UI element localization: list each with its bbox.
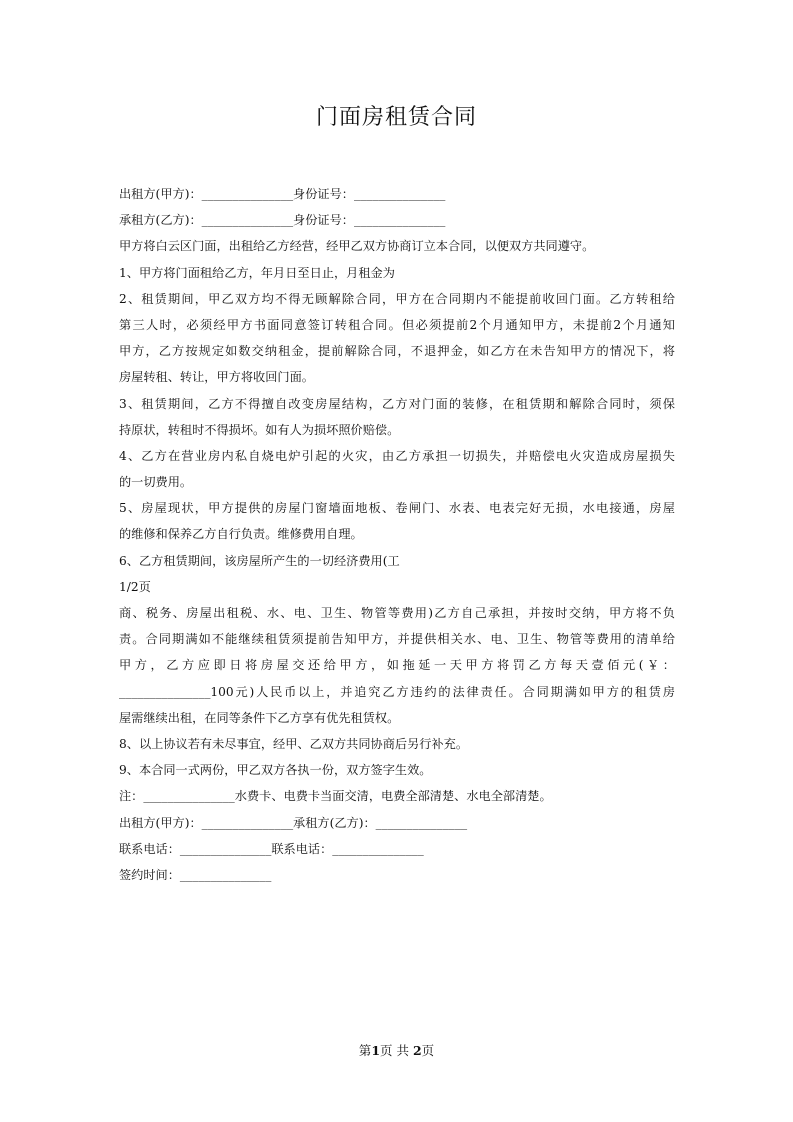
landlord-id-line: 出租方(甲方)：_______________身份证号：_______________ <box>119 187 446 201</box>
note-line: 注：_______________水费卡、电费卡当面交清，电费全部清楚、水电全部清楚。 <box>119 789 552 804</box>
preamble-line: 甲方将白云区门面，出租给乙方经营，经甲乙双方协商订立本合同，以便双方共同遵守。 <box>119 239 595 254</box>
document-title: 门面房租赁合同 <box>315 105 477 130</box>
clause-8-line: 8、以上协议若有未尽事宜，经甲、乙双方共同协商后另行补充。 <box>119 736 469 751</box>
clause-6-line: 6、乙方租赁期间，该房屋所产生的一切经济费用(工 <box>119 553 400 568</box>
footer-prefix: 第 <box>358 1043 372 1058</box>
clause-6-line: 责。合同期满如不能继续租赁须提前告知甲方，并提供相关水、电、卫生、物管等费用的清单给 <box>119 632 675 647</box>
clause-6-line: 屋需继续出租，在同等条件下乙方享有优先租赁权。 <box>119 710 400 725</box>
clause-4-line: 4、乙方在营业房内私自烧电炉引起的火灾，由乙方承担一切损失，并赔偿电火灾造成房屋损失 <box>119 448 675 463</box>
inline-page-marker: 1/2页 <box>119 579 151 594</box>
clause-1-line: 1、甲方将门面租给乙方，年月日至日止，月租金为 <box>119 265 395 280</box>
footer-suffix: 页 <box>421 1043 435 1058</box>
clause-6-line: 商、税务、房屋出租税、水、电、卫生、物管等费用)乙方自己承担，并按时交纳，甲方将不负 <box>119 606 675 620</box>
footer-total-pages: 2 <box>412 1043 422 1058</box>
phone-line: 联系电话：_______________联系电话：_______________ <box>119 841 424 856</box>
page-footer <box>0 1041 793 1059</box>
clause-3-line: 持原状，转租时不得损坏。如有人为损坏照价赔偿。 <box>119 422 400 437</box>
clause-6-line: 甲方，乙方应即日将房屋交还给甲方，如拖延一天甲方将罚乙方每天壹佰元(￥： <box>119 658 675 673</box>
clause-2-line: 2、租赁期间，甲乙双方均不得无顾解除合同，甲方在合同期内不能提前收回门面。乙方转租给 <box>119 291 675 306</box>
clause-5-line: 的维修和保养乙方自行负责。维修费用自理。 <box>119 527 363 542</box>
contract-body <box>119 181 675 888</box>
footer-mid: 页 共 <box>380 1043 413 1058</box>
signature-line: 出租方(甲方)：_______________承租方(乙方)：_______________ <box>119 815 468 830</box>
clause-9-line: 9、本合同一式两份，甲乙双方各执一份，双方签字生效。 <box>119 763 432 778</box>
clause-5-line: 5、房屋现状，甲方提供的房屋门窗墙面地板、卷闸门、水表、电表完好无损，水电接通，房屋 <box>119 501 675 516</box>
clause-3-line: 3、租赁期间，乙方不得擅自改变房屋结构，乙方对门面的装修，在租赁期和解除合同时，须保 <box>119 396 675 411</box>
clause-2-line: 房屋转租、转让，甲方将收回门面。 <box>119 370 314 385</box>
footer-current-page: 1 <box>371 1043 381 1058</box>
tenant-id-line: 承租方(乙方)：_______________身份证号：_______________ <box>119 213 446 228</box>
sign-date-line: 签约时间：_______________ <box>119 867 272 882</box>
clause-2-line: 第三人时，必须经甲方书面同意签订转租合同。但必须提前2个月通知甲方，未提前2个月通知 <box>119 317 675 332</box>
clause-6-line: _______________100元)人民币以上，并追究乙方违约的法律责任。合同期满如甲方的租赁房 <box>119 684 675 699</box>
clause-4-line: 的一切费用。 <box>119 475 193 490</box>
clause-2-line: 甲方，乙方按规定如数交纳租金，提前解除合同，不退押金，如乙方在未告知甲方的情况下，将 <box>119 344 675 359</box>
